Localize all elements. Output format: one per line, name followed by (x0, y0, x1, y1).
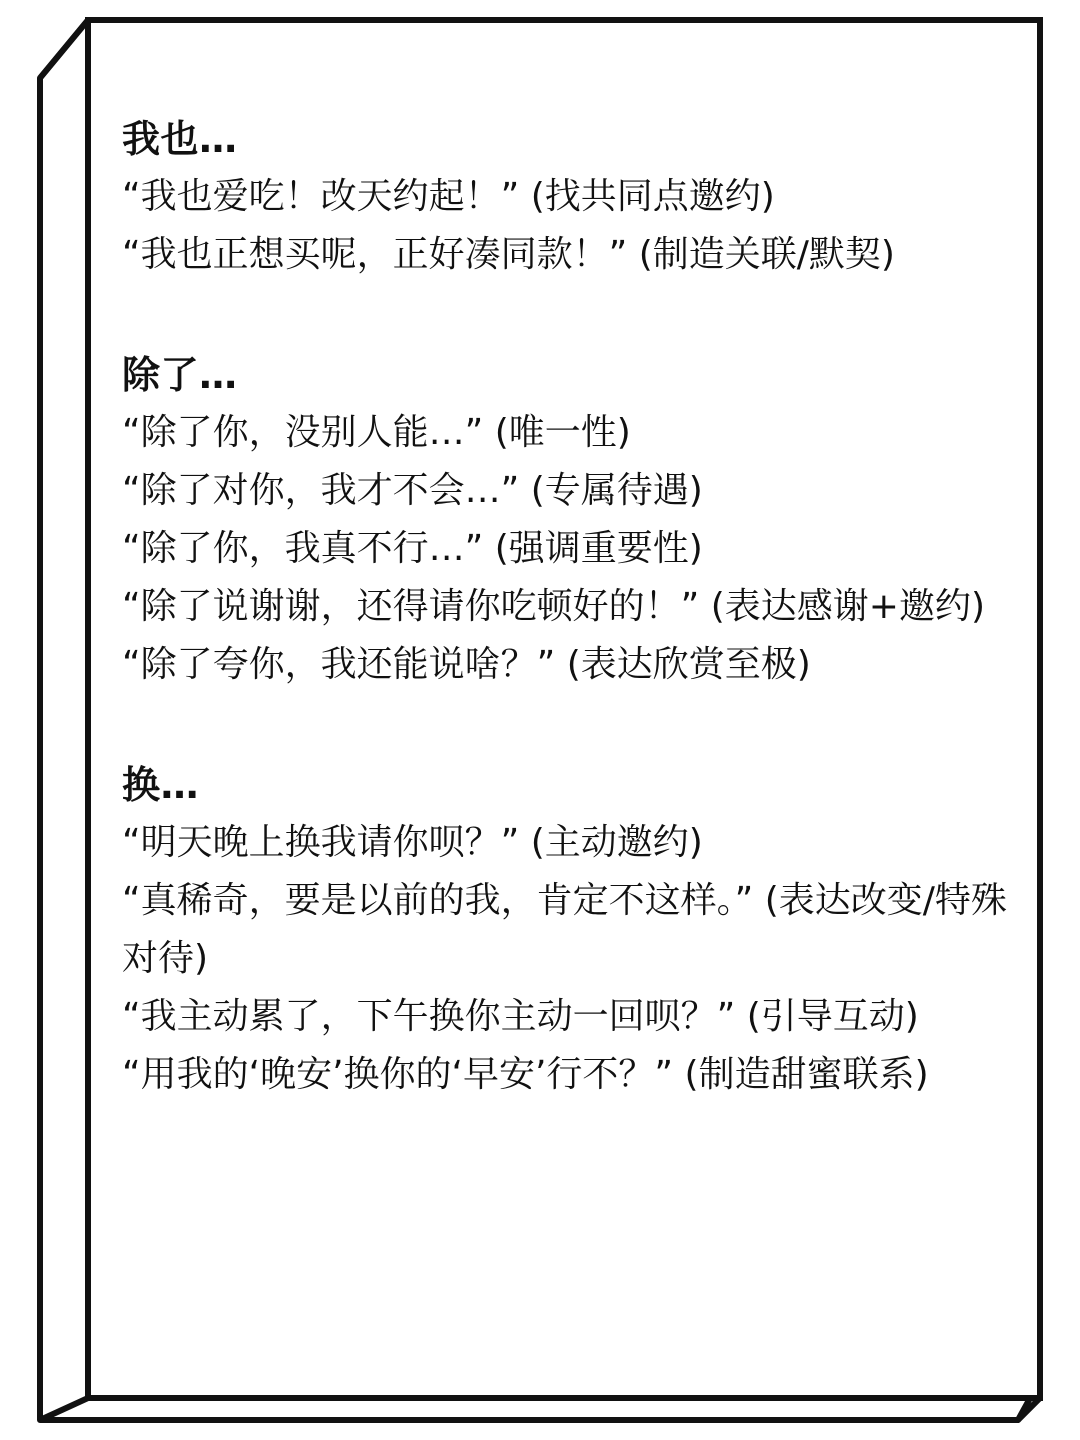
phrase-line: “除了夸你，我还能说啥？” (表达欣赏至极) (122, 644, 811, 685)
section-title: 我也… (122, 117, 238, 161)
phrase-line: “除了你，没别人能…” (唯一性) (122, 412, 631, 453)
section-title: 除了… (122, 353, 238, 397)
phrase-line: “除了你，我真不行…” (强调重要性) (122, 528, 703, 569)
section-title: 换… (122, 763, 200, 807)
section-huan (122, 756, 1007, 1104)
phrase-line: “明天晚上换我请你呗？” (主动邀约) (122, 822, 703, 863)
section-woye (122, 110, 1007, 284)
phrase-line: “我也正想买呢，正好凑同款！” (制造关联/默契) (122, 234, 895, 275)
phrase-line: “真稀奇，要是以前的我，肯定不这样。” (表达改变/特殊对待) (122, 880, 1007, 979)
section-chule (122, 346, 1007, 694)
phrase-line: “除了对你，我才不会…” (专属待遇) (122, 470, 703, 511)
phrase-line: “我也爱吃！改天约起！” (找共同点邀约) (122, 176, 775, 217)
note-content (122, 110, 1007, 1166)
phrase-line: “除了说谢谢，还得请你吃顿好的！” (表达感谢+邀约) (122, 586, 985, 627)
phrase-line: “用我的‘晚安’换你的‘早安’行不？” (制造甜蜜联系) (122, 1054, 929, 1095)
phrase-line: “我主动累了，下午换你主动一回呗？” (引导互动) (122, 996, 919, 1037)
